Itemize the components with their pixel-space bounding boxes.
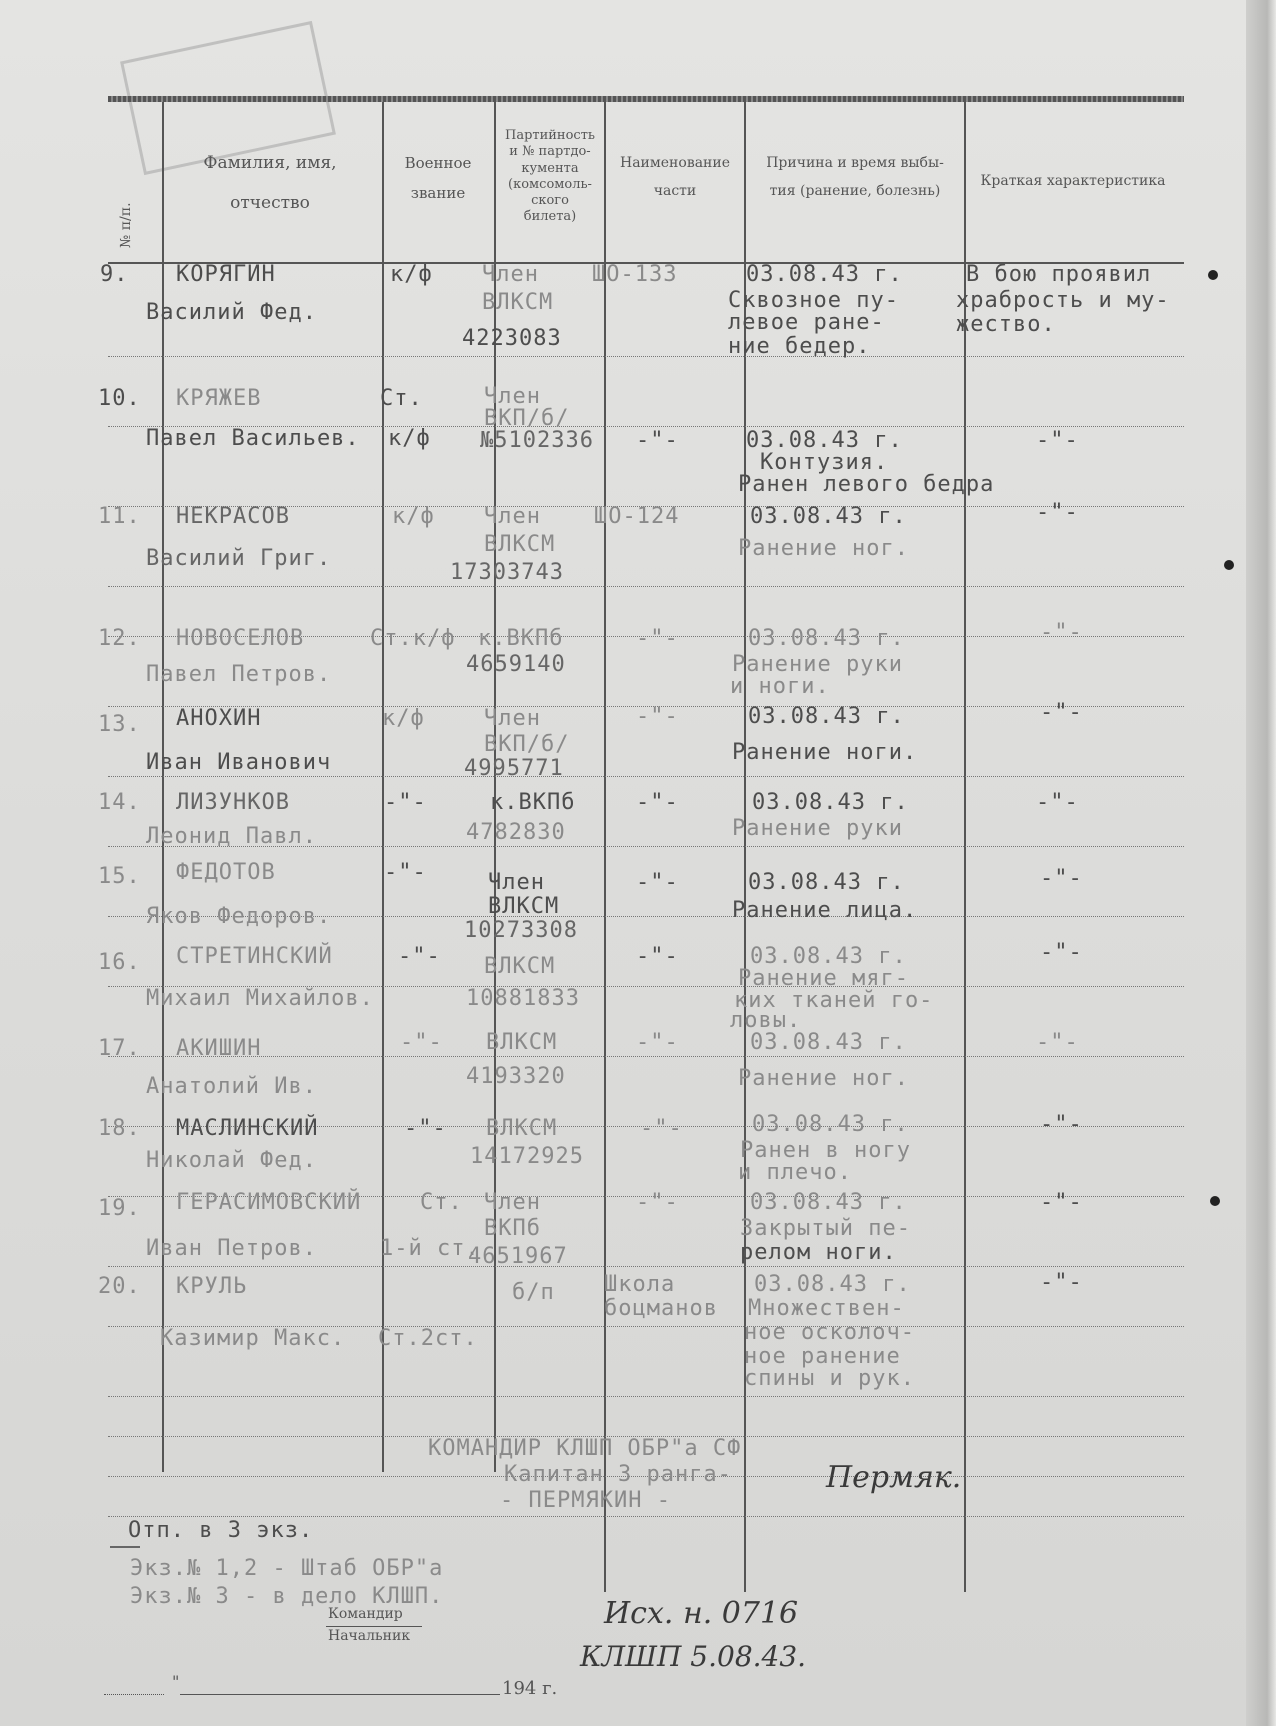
header-rank-line1: Военное <box>404 154 472 172</box>
row-rank-2: к/ф <box>388 426 431 451</box>
row-char: -"- <box>1036 500 1079 525</box>
header-unit-line2: части <box>653 183 697 200</box>
header-party <box>496 128 604 226</box>
copies-note: Отп. в 3 экз. <box>128 1518 314 1543</box>
row-rule <box>108 586 1184 587</box>
footer-commander-label: Командир <box>328 1606 403 1622</box>
row-rank: Ст. <box>380 386 423 411</box>
signature-name: - ПЕРМЯКИН - <box>500 1488 671 1513</box>
row-given-name: Павел Петров. <box>146 662 332 687</box>
row-party-line: Член <box>484 706 541 731</box>
header-party-line3: кумента <box>521 160 579 176</box>
footer-month-line <box>180 1694 500 1695</box>
row-reason-line: 03.08.43 г. <box>750 1190 907 1215</box>
row-char: -"- <box>1040 1112 1083 1137</box>
footer-day-line <box>104 1694 164 1695</box>
row-given-name: Анатолий Ив. <box>146 1074 317 1099</box>
row-party-line: 10881833 <box>466 986 580 1011</box>
row-given-name: Павел Васильев. <box>146 426 360 451</box>
row-unit: -"- <box>636 790 679 815</box>
row-rule <box>108 1266 1184 1267</box>
row-num: 12. <box>98 626 141 651</box>
row-reason-line: 03.08.43 г. <box>748 704 905 729</box>
row-reason-line: ное ранение <box>744 1344 901 1369</box>
row-reason-line: релом ноги. <box>740 1240 897 1265</box>
row-char-line: В бою проявил <box>966 262 1152 287</box>
row-char: -"- <box>1040 1190 1083 1215</box>
row-rank: -"- <box>384 790 427 815</box>
row-party-line: 17303743 <box>450 560 564 585</box>
row-reason-line: Ранен левого бедра <box>738 472 995 497</box>
row-party-line: ВКПб <box>484 1216 541 1241</box>
row-char: -"- <box>1040 940 1083 965</box>
row-given-name: Иван Петров. <box>146 1236 317 1261</box>
header-party-line5: ского <box>531 193 569 208</box>
row-reason-line: 03.08.43 г. <box>752 790 909 815</box>
row-reason-line: Закрытый пе- <box>740 1216 911 1241</box>
punch-hole <box>1210 1196 1220 1206</box>
row-surname: МАСЛИНСКИЙ <box>176 1116 319 1141</box>
row-reason-line: Ранение ноги. <box>732 740 918 765</box>
row-party-line: ВКП/б/ <box>484 406 570 431</box>
row-reason-line: Контузия. <box>760 450 889 475</box>
row-rank: к/ф <box>392 504 435 529</box>
row-reason-line: 03.08.43 г. <box>746 428 903 453</box>
row-num: 10. <box>98 386 141 411</box>
row-party-line: ВЛКСМ <box>488 894 560 919</box>
row-num: 9. <box>100 262 129 287</box>
row-reason-line: Ранение лица. <box>732 898 918 923</box>
header-name-line1: Фамилия, имя, <box>203 153 337 173</box>
row-surname: ГЕРАСИМОВСКИЙ <box>176 1190 362 1215</box>
row-party-line: 4995771 <box>464 756 564 781</box>
row-party-line: ВЛКСМ <box>484 954 556 979</box>
row-num: 15. <box>98 864 141 889</box>
row-surname: ЛИЗУНКОВ <box>176 790 290 815</box>
row-party-line: 4782830 <box>466 820 566 845</box>
row-num: 11. <box>98 504 141 529</box>
row-reason-line: Ранение руки <box>732 652 903 677</box>
row-char: -"- <box>1036 1030 1079 1055</box>
row-rule <box>108 1396 1184 1397</box>
row-reason-line: 03.08.43 г. <box>750 944 907 969</box>
row-reason-line: Ранение ног. <box>738 536 909 561</box>
header-name <box>170 152 370 214</box>
row-party-line: №5102336 <box>480 428 594 453</box>
row-surname: ФЕДОТОВ <box>176 860 276 885</box>
row-rank: -"- <box>398 944 441 969</box>
row-reason-line: Ранение мяг- <box>738 966 909 991</box>
header-unit <box>606 154 744 200</box>
row-given-name: Леонид Павл. <box>146 824 317 849</box>
row-num: 20. <box>98 1274 141 1299</box>
row-num: 13. <box>98 712 141 737</box>
row-given-name: Яков Федоров. <box>146 904 332 929</box>
header-party-line2: и № партдо- <box>509 144 591 160</box>
punch-hole <box>1208 270 1218 280</box>
header-rank-line2: звание <box>410 183 466 202</box>
row-party-line: 4659140 <box>466 652 566 677</box>
row-reason-line: Ранен в ногу <box>740 1138 911 1163</box>
row-reason-line: 03.08.43 г. <box>752 1112 909 1137</box>
row-char: -"- <box>1040 700 1083 725</box>
row-num: 19. <box>98 1196 141 1221</box>
row-given-name: Казимир Макс. <box>160 1326 346 1351</box>
row-unit: -"- <box>636 704 679 729</box>
header-num: № п/п. <box>118 202 134 248</box>
row-party-line: Член <box>484 504 541 529</box>
row-char-line: храбрость и му- <box>956 288 1170 313</box>
row-reason-line: спины и рук. <box>744 1366 915 1391</box>
row-num: 14. <box>98 790 141 815</box>
row-party-line: Член <box>482 262 539 287</box>
page-edge <box>1246 0 1276 1726</box>
row-reason-line: ное осколоч- <box>744 1320 915 1345</box>
header-reason-line1: Причина и время выбы- <box>766 155 944 171</box>
row-party-line: Член <box>484 384 541 409</box>
row-party-line: 14172925 <box>470 1144 584 1169</box>
header-party-line1: Партийность <box>505 128 595 143</box>
row-surname: НЕКРАСОВ <box>176 504 290 529</box>
row-surname: АНОХИН <box>176 706 262 731</box>
row-rule <box>108 1516 1184 1517</box>
row-reason-line: Ранение руки <box>732 816 903 841</box>
row-rank: -"- <box>384 860 427 885</box>
row-reason-line: и плечо. <box>738 1160 852 1185</box>
row-given-name: Василий Григ. <box>146 546 332 571</box>
row-surname: АКИШИН <box>176 1036 262 1061</box>
row-party-line: 10273308 <box>464 918 578 943</box>
row-unit: -"- <box>636 1030 679 1055</box>
col-divider-4 <box>604 102 606 1592</box>
row-rank: -"- <box>400 1030 443 1055</box>
row-party-line: ВЛКСМ <box>484 532 556 557</box>
row-surname: СТРЕТИНСКИЙ <box>176 944 333 969</box>
row-unit: -"- <box>636 428 679 453</box>
row-surname: НОВОСЕЛОВ <box>176 626 305 651</box>
header-party-line6: билета) <box>523 209 577 225</box>
header-top-rule <box>108 96 1184 102</box>
row-char-line: жество. <box>956 312 1056 337</box>
footer-label-divider <box>326 1626 422 1627</box>
row-given-name: Иван Иванович <box>146 750 332 775</box>
footer-year: 194 г. <box>502 1678 558 1699</box>
row-rank: Ст.2ст. <box>378 1326 478 1351</box>
handwritten-date: КЛШП 5.08.43. <box>580 1640 807 1673</box>
row-given-name: Николай Фед. <box>146 1148 317 1173</box>
row-reason-line: левое ране- <box>728 310 885 335</box>
row-unit: -"- <box>636 626 679 651</box>
row-party-line: 4223083 <box>462 326 562 351</box>
row-rule <box>108 356 1184 357</box>
header-unit-line1: Наименование <box>620 155 730 171</box>
punch-hole <box>1224 560 1234 570</box>
row-unit: -"- <box>636 870 679 895</box>
row-unit: ШО-133 <box>592 262 678 287</box>
row-unit: -"- <box>636 944 679 969</box>
handwritten-signature: Пермяк. <box>826 1460 962 1495</box>
row-party-line: ВЛКСМ <box>482 290 554 315</box>
row-reason-line: Ранение ног. <box>738 1066 909 1091</box>
row-unit-line: боцманов <box>604 1296 718 1321</box>
row-party-line: 4193320 <box>466 1064 566 1089</box>
row-party-line: 4651967 <box>468 1244 568 1269</box>
row-party-line: б/п <box>512 1280 555 1305</box>
row-char: -"- <box>1036 790 1079 815</box>
row-char: -"- <box>1040 1270 1083 1295</box>
header-char: Краткая характеристика <box>980 173 1166 189</box>
row-unit: -"- <box>636 1190 679 1215</box>
row-reason-line: 03.08.43 г. <box>748 626 905 651</box>
row-unit: ШО-124 <box>594 504 680 529</box>
row-num: 16. <box>98 950 141 975</box>
row-party-line: Член <box>484 1190 541 1215</box>
row-given-name: Василий Фед. <box>146 300 317 325</box>
row-rule <box>108 776 1184 777</box>
row-party-line: к.ВКПб <box>490 790 576 815</box>
header-name-line2: отчество <box>230 193 310 214</box>
row-reason-line: 03.08.43 г. <box>750 504 907 529</box>
row-surname: КРУЛЬ <box>176 1274 248 1299</box>
row-reason-line: 03.08.43 г. <box>748 870 905 895</box>
row-rank-2: 1-й ст. <box>380 1236 480 1261</box>
row-party-line: к.ВКПб <box>478 626 564 651</box>
row-rank: Ст.к/ф <box>370 626 456 651</box>
row-rank: к/ф <box>382 706 425 731</box>
row-rule <box>108 1056 1184 1057</box>
row-party-line: Член <box>488 870 545 895</box>
row-party-line: ВЛКСМ <box>486 1030 558 1055</box>
row-reason-line: ловы. <box>730 1008 802 1033</box>
row-rank: -"- <box>404 1116 447 1141</box>
copies-underline <box>110 1546 140 1548</box>
row-reason-line: ких тканей го- <box>734 988 934 1013</box>
header-party-line4: (комсомоль- <box>508 176 592 192</box>
row-reason-line: ние бедер. <box>728 334 871 359</box>
row-num: 17. <box>98 1036 141 1061</box>
row-reason-line: Множествен- <box>748 1296 905 1321</box>
row-unit-line: Школа <box>604 1272 676 1297</box>
row-char: -"- <box>1040 620 1083 645</box>
row-char: -"- <box>1036 428 1079 453</box>
row-reason-line: 03.08.43 г. <box>754 1272 911 1297</box>
row-rank: Ст. <box>420 1190 463 1215</box>
row-char: -"- <box>1040 866 1083 891</box>
header-rank <box>386 154 490 203</box>
row-party-line: ВЛКСМ <box>486 1116 558 1141</box>
footer-chief-label: Начальник <box>328 1628 411 1644</box>
signature-title: КОМАНДИР КЛШП ОБР"а СФ <box>428 1436 742 1461</box>
row-num: 18. <box>98 1116 141 1141</box>
footer-quote-mark: " <box>172 1672 180 1691</box>
header-reason-line2: тия (ранение, болезнь) <box>769 183 941 200</box>
row-party-line: ВКП/б/ <box>484 732 570 757</box>
row-unit: -"- <box>640 1116 683 1141</box>
row-reason-line: и ноги. <box>730 674 830 699</box>
row-reason-line: 03.08.43 г. <box>750 1030 907 1055</box>
signature-rank: Капитан 3 ранга- <box>504 1462 732 1487</box>
row-reason-line: Сквозное пу- <box>728 288 899 313</box>
handwritten-outgoing-number: Исх. н. 0716 <box>604 1596 799 1631</box>
row-surname: КРЯЖЕВ <box>176 386 262 411</box>
row-reason-line: 03.08.43 г. <box>746 262 903 287</box>
row-given-name: Михаил Михайлов. <box>146 986 374 1011</box>
distribution-line1: Экз.№ 1,2 - Штаб ОБР"а <box>130 1556 444 1581</box>
header-reason <box>746 154 964 200</box>
distribution-line2: Экз.№ 3 - в дело КЛШП. <box>130 1584 444 1609</box>
row-rank: к/ф <box>390 262 433 287</box>
row-surname: КОРЯГИН <box>176 262 276 287</box>
